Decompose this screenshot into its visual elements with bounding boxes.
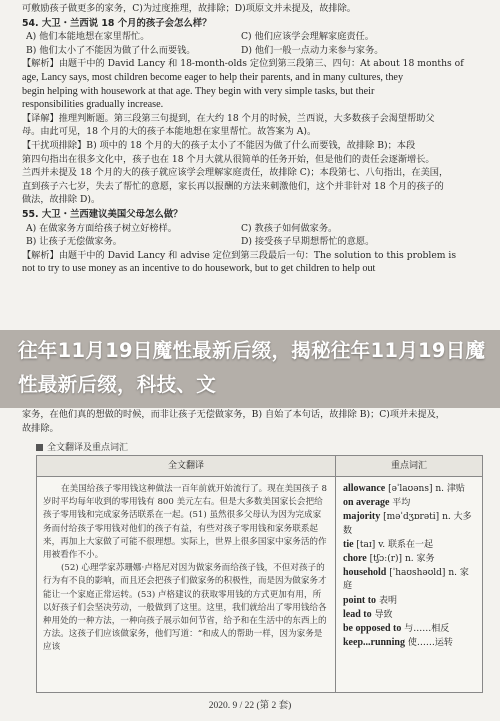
question-54-options [22, 30, 488, 57]
section-label [36, 440, 128, 453]
option-b: B) 让孩子无偿做家务。 [26, 236, 122, 248]
questions-block [22, 2, 488, 276]
option-d: D) 接受孩子早期想帮忙的意愿。 [241, 236, 375, 248]
text-line: 【解析】由题干中的 David Lancy 和 18-month-olds 定位到第三段第三、四句：At about 18 months of [22, 58, 464, 70]
vocab-pos: n. [435, 484, 445, 494]
translation-column [37, 477, 336, 692]
vocab-phonetic: [əˈlaʊəns] [388, 484, 433, 494]
text-line: responsibilities gradually increase. [22, 99, 164, 111]
vocab-item [343, 566, 475, 593]
vocab-meaning: 大多数 [343, 512, 472, 536]
table-header [37, 456, 482, 477]
vocab-word: on average [343, 497, 390, 509]
vocab-meaning: 联系在一起 [387, 539, 433, 550]
overlay-title: 往年11月19日魔性最新后缀，揭秘往年11月19日魔性最新后缀，科技、文 [18, 339, 486, 396]
text-line: 做法，故排除 D)。 [22, 194, 101, 206]
text-line: 家务，在他们真的想做的时候，而非让孩子无偿做家务，B) 自始了本句话，故排除 B)；C)项并未提及， [22, 409, 445, 420]
option-a: A) 他们本能地想在家里帮忙。 [26, 31, 150, 43]
text-line: 第四句指出在很多文化中，孩子也在 18 个月大就从很简单的任务开始，但是他们的责任会逐渐增长。 [22, 153, 435, 165]
text-line: 母。由此可见，18 个月的大的孩子本能地想在家里帮忙。故答案为 A)。 [22, 126, 317, 138]
text-line: 【译解】推理判断题。第三段第三句提到，在大约 18 个月的时候，兰西说，大多数孩子会渴望帮助父 [22, 112, 435, 124]
text-line: not to try to use money as an incentive to do housework, but to get children to help out [22, 263, 376, 275]
vocab-phonetic: [tʃɔː(r)] [369, 554, 403, 565]
vocab-word: tie [343, 538, 354, 550]
vocab-word: keep...running [343, 637, 405, 649]
vocab-word: lead to [343, 608, 372, 620]
vocab-phonetic: [məˈdʒɒrəti] [383, 512, 440, 523]
vocab-word: allowance [343, 483, 386, 494]
vocab-word: majority [343, 511, 381, 523]
vocab-item [343, 552, 475, 566]
vocab-meaning: 家庭 [343, 568, 469, 592]
vocab-word: be opposed to [343, 623, 402, 635]
question-55-stem: 55. 大卫・兰西建议美国父母怎么做？ [22, 208, 183, 220]
vocab-phonetic: [taɪ] [356, 539, 376, 550]
vocab-word: chore [343, 553, 367, 565]
translation-paragraph: (52) 心理学家苏珊娜·卢格尼对因为做家务而给孩子钱，不但对孩子的行为有不良的影响，而且还会把孩子们做家务的积极性，而是因为做家务才能让一个家庭正常运转。(53) 卢格建议的获取零用钱的方式更加有用，所以好孩子们会坚决劳动，一般做到了这里。这里，我们就给出了零用钱给各种用处的一种方法，一种向孩子展示如何节省，给予和在生活中的东西上的方法。这孩子们应该做家务，他们写道：“和成人的帮助一样，因为家务是应该 [43, 563, 327, 653]
vocab-item [343, 510, 475, 537]
vocab-pos: n. [448, 568, 457, 579]
table-header-vocab: 重点词汇 [390, 461, 427, 471]
option-d: D) 他们一般一点动力来参与家务。 [241, 44, 384, 56]
question-54-stem: 54. 大卫・兰西说 18 个月的孩子会怎么样？ [22, 17, 212, 29]
vocab-phonetic: [ˈhaʊshəʊld] [389, 568, 446, 579]
text-line: 直到孩子六七岁，失去了帮忙的意愿，家长再以报酬的方法来刺激他们，这个并非针对 18 个月的孩子的 [22, 180, 444, 192]
text-line: age, Lancy says, most children become eager to help their parents, and in many cultures, they [22, 71, 404, 83]
text-line: 故排除。 [22, 422, 59, 434]
text-line: 【干扰项排除】B) 项中的 18 个月的大的孩子太小了不能因为做了什么而要钱，故排除 B)；本段 [22, 139, 416, 151]
option-c: C) 他们应该学会理解家庭责任。 [241, 31, 374, 43]
vocab-meaning: 使……运转 [407, 638, 453, 649]
vocab-meaning: 导致 [374, 609, 393, 620]
option-b: B) 他们太小了不能因为做了什么而要钱。 [26, 44, 196, 56]
page-footer: 2020. 9 / 22 (第 2 套) [208, 701, 292, 711]
vocab-meaning: 平均 [392, 498, 411, 509]
vocab-meaning: 表明 [378, 595, 397, 606]
vocab-item [343, 538, 475, 552]
option-c: C) 教孩子如何做家务。 [241, 222, 338, 234]
vocab-item [343, 636, 475, 650]
vocab-word: household [343, 567, 387, 579]
translation-table [36, 455, 483, 693]
vocab-pos: n. [442, 512, 451, 523]
option-a: A) 在做家务方面给孩子树立好榜样。 [26, 222, 177, 234]
vocab-pos: v. [378, 539, 386, 550]
question-55-options [22, 222, 488, 249]
vocab-item [343, 622, 475, 636]
vocab-item [343, 482, 475, 496]
vocab-meaning: 与……相反 [404, 624, 450, 635]
text-line: 【解析】由题干中的 David Lancy 和 advise 定位到第三段最后一句：The solution to this problem is [22, 249, 457, 261]
square-bullet-icon [36, 444, 43, 451]
vocab-item [343, 608, 475, 622]
vocab-item [343, 594, 475, 608]
table-header-translation: 全文翻译 [37, 456, 336, 476]
vocab-meaning: 家务 [416, 554, 435, 565]
text-line: 兰西并未提及 18 个月的大的孩子就应该学会理解家庭责任，故排除 C)；本段第七、八句指出，在美国， [22, 167, 449, 179]
text-line: 可敷励孩子做更多的家务，C)为过度推理，故排除；D)项原文并未提及，故排除。 [22, 3, 356, 14]
vocab-item [343, 496, 475, 510]
vocab-pos: n. [404, 554, 414, 565]
vocab-column [336, 477, 482, 692]
vocab-word: point to [343, 594, 377, 606]
vocab-meaning: 津贴 [446, 484, 465, 494]
text-line: begin helping with housework at that age. They begin with very simple tasks, but their [22, 85, 375, 97]
translation-paragraph: 在美国给孩子零用钱这种做法一百年前就开始流行了。现在美国孩子 8 岁时平均每年收到的零用钱有 800 美元左右。但是大多数美国家长会把给孩子零用钱和完成家务活联系在一起。(51) 虽然很多父母认为因为完成家务而付给孩子零用钱对他们的孩子有益，有些对孩子零用钱和家务联系起来，再加上大家做了可能不很理想。实际上，世界上很多国家中家务活的作用被看作不小。 [43, 484, 328, 561]
answer-continuation [22, 408, 488, 435]
table-body [37, 477, 482, 692]
section-label-text: 全文翻译及重点词汇 [47, 443, 129, 453]
